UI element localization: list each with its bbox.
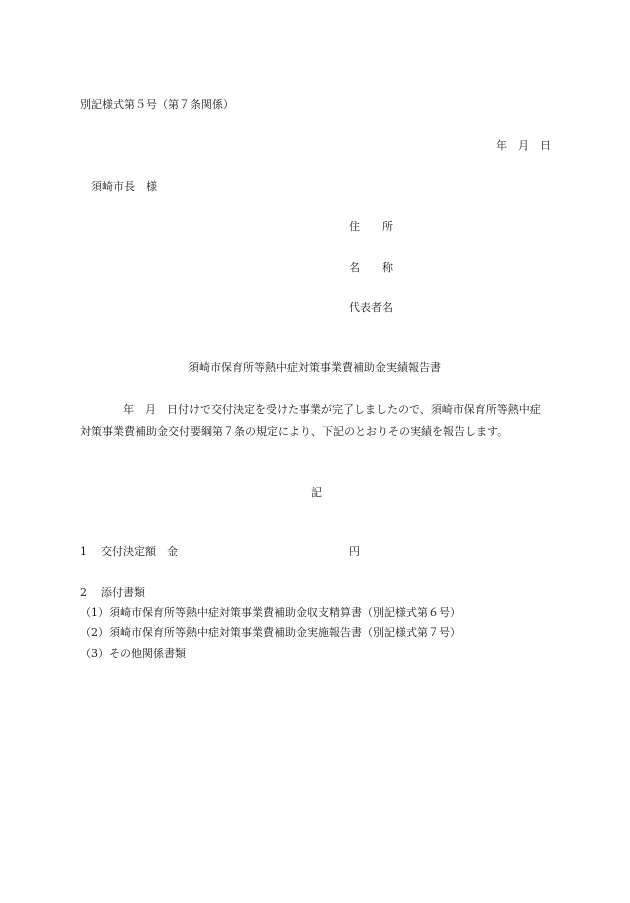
document-title: 須崎市保育所等熱中症対策事業費補助金実績報告書 bbox=[188, 361, 441, 374]
attachment-item: （3）その他関係書類 bbox=[80, 647, 186, 660]
item1-unit: 円 bbox=[349, 545, 360, 558]
item1-label: 交付決定額 金 bbox=[101, 545, 178, 558]
item2-number: 2 bbox=[80, 586, 87, 599]
ki-heading: 記 bbox=[311, 486, 322, 499]
item1-number: 1 bbox=[80, 545, 87, 558]
applicant-address-label: 住 所 bbox=[349, 220, 393, 233]
addressee: 須崎市長 様 bbox=[91, 180, 157, 193]
body-line-2: 対策事業費補助金交付要綱第７条の規定により、下記のとおりその実績を報告します。 bbox=[80, 425, 509, 438]
applicant-name-label: 名 称 bbox=[349, 261, 393, 274]
date-line: 年 月 日 bbox=[496, 139, 551, 152]
body-line-1: 年 月 日付けで交付決定を受けた事業が完了しましたので、須崎市保育所等熱中症 bbox=[123, 403, 541, 416]
item2-label: 添付書類 bbox=[101, 586, 145, 599]
attachment-item: （1）須崎市保育所等熱中症対策事業費補助金収支精算書（別記様式第６号） bbox=[80, 606, 461, 619]
applicant-representative-label: 代表者名 bbox=[349, 301, 393, 314]
form-label: 別記様式第５号（第７条関係） bbox=[80, 98, 234, 111]
attachment-item: （2）須崎市保育所等熱中症対策事業費補助金実施報告書（別記様式第７号） bbox=[80, 626, 461, 639]
